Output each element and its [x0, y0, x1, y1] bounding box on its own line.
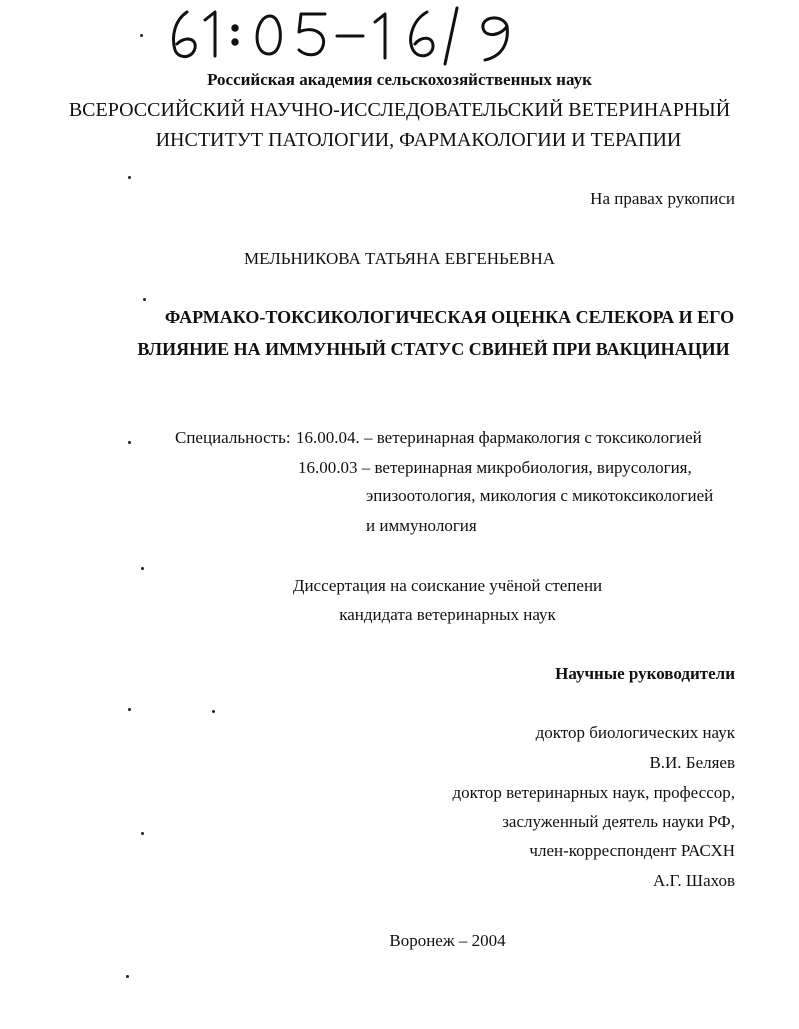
handwritten-archive-number [165, 6, 535, 66]
author-name: МЕЛЬНИКОВА ТАТЬЯНА ЕВГЕНЬЕВНА [243, 249, 556, 268]
supervisors-heading: Научные руководители [555, 664, 735, 683]
dissertation-line2: кандидата ветеринарных наук [339, 605, 556, 624]
specialty-label: Специальность: [175, 428, 291, 447]
thesis-title-line1: ФАРМАКО-ТОКСИКОЛОГИЧЕСКАЯ ОЦЕНКА СЕЛЕКОРА И ЕГО [164, 307, 735, 327]
scan-speck [128, 708, 131, 711]
specialty-line2: 16.00.03 – ветеринарная микробиология, вирусология, [298, 458, 692, 477]
scan-speck [141, 567, 144, 570]
scan-speck [126, 975, 129, 978]
handwritten-number-drawing [165, 6, 535, 66]
scan-speck [141, 832, 144, 835]
dissertation-line1: Диссертация на соискание учёной степени [292, 576, 603, 595]
institute-name-line1: ВСЕРОССИЙСКИЙ НАУЧНО-ИССЛЕДОВАТЕЛЬСКИЙ ВЕТЕРИНАРНЫЙ [68, 99, 731, 121]
manuscript-rights: На правах рукописи [590, 189, 735, 208]
scan-speck [212, 710, 215, 713]
academy-name: Российская академия сельскохозяйственных наук [207, 70, 592, 89]
specialty-line3: эпизоотология, микология с микотоксикологией [366, 486, 714, 505]
scan-speck [128, 441, 131, 444]
scan-speck [140, 34, 143, 37]
supervisor-line: доктор ветеринарных наук, профессор, [452, 783, 735, 802]
specialty-line1: 16.00.04. – ветеринарная фармакология с токсикологией [296, 428, 702, 447]
thesis-title-line2: ВЛИЯНИЕ НА ИММУННЫЙ СТАТУС СВИНЕЙ ПРИ ВАКЦИНАЦИИ [137, 339, 730, 359]
supervisor-line: В.И. Беляев [649, 753, 735, 772]
supervisor-line: А.Г. Шахов [652, 871, 735, 890]
place-and-year: Воронеж – 2004 [389, 931, 506, 950]
supervisor-line: доктор биологических наук [535, 723, 735, 742]
specialty-line4: и иммунология [366, 516, 477, 535]
institute-name-line2: ИНСТИТУТ ПАТОЛОГИИ, ФАРМАКОЛОГИИ И ТЕРАПИИ [155, 129, 682, 151]
supervisor-line: член-корреспондент РАСХН [529, 841, 735, 860]
scan-speck [128, 176, 131, 179]
scan-speck [143, 298, 146, 301]
supervisor-line: заслуженный деятель науки РФ, [502, 812, 735, 831]
